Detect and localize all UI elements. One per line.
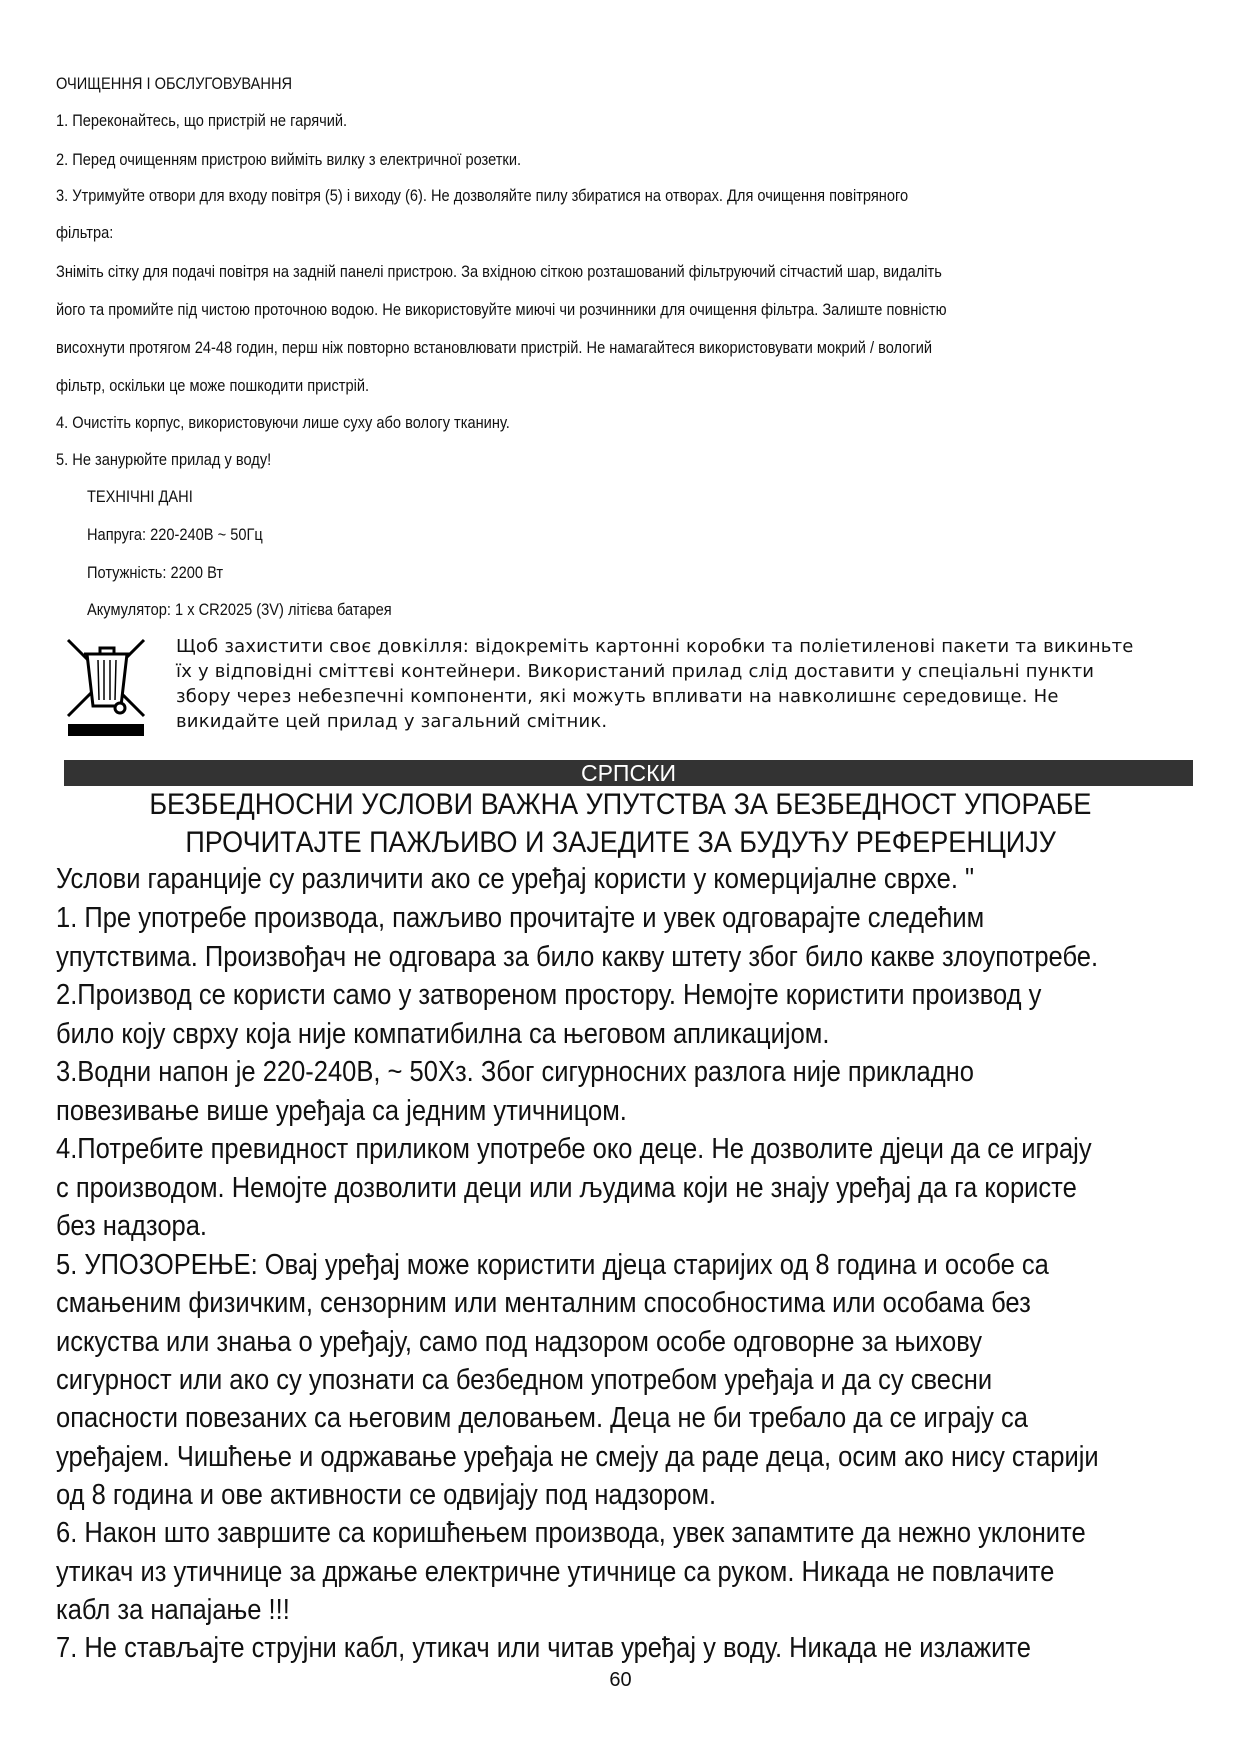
cleaning-line: фільтра: (56, 223, 114, 242)
safety-line: искуства или знања о уређају, само под надзором особе одговорне за њихову (56, 1326, 982, 1358)
safety-line: смањеним физичким, сензорним или менталним способностима или особама без (56, 1287, 1031, 1319)
safety-line: повезивање више уређаја са једним утичницом. (56, 1095, 627, 1127)
cleaning-title: ОЧИЩЕННЯ І ОБСЛУГОВУВАННЯ (56, 74, 293, 93)
safety-line: утикач из утичнице за држање електричне утичнице са руком. Никада не повлачите (56, 1556, 1055, 1588)
safety-line: 7. Не стављајте струјни кабл, утикач или читав уређај у воду. Никада не излажите (56, 1632, 1031, 1664)
cleaning-line: його та промийте під чистою проточною водою. Не використовуйте миючі чи розчинники для очищення фільтра. Залиште повністю (56, 300, 947, 319)
safety-line: од 8 година и ове активности се одвијају под надзором. (56, 1479, 717, 1511)
cleaning-line: висохнути протягом 24-48 годин, перш ніж повторно встановлювати пристрій. Не намагайтеся використовувати мокрий / вологий (56, 338, 933, 357)
cleaning-line: фільтр, оскільки це може пошкодити пристрій. (56, 376, 370, 395)
safety-line: било коју сврху која није компатибилна са његовом апликацијом. (56, 1018, 830, 1050)
weee-line: збору через небезпечні компоненти, які можуть впливати на навколишнє середовище. Не (176, 686, 1059, 707)
weee-line: викидайте цей прилад у загальний смітник. (176, 711, 608, 732)
safety-line: уређајем. Чишћење и одржавање уређаја не смеју да раде деца, осим ако нису старији (56, 1441, 1099, 1473)
safety-line: 6. Након што завршите са коришћењем производа, увек запамтите да нежно уклоните (56, 1517, 1086, 1549)
tech-voltage: Напруга: 220-240В ~ 50Гц (87, 525, 263, 544)
safety-heading: БЕЗБЕДНОСНИ УСЛОВИ ВАЖНА УПУТСТВА ЗА БЕЗБЕДНОСТ УПОРАБЕ (149, 788, 1092, 821)
safety-line: 1. Пре употребе производа, пажљиво прочитајте и увек одговарајте следећим (56, 902, 985, 934)
page-number: 60 (609, 1669, 632, 1691)
cleaning-line: 2. Перед очищенням пристрою вийміть вилку з електричної розетки. (56, 150, 522, 169)
cleaning-line: 4. Очистіть корпус, використовуючи лише суху або вологу тканину. (56, 413, 510, 432)
safety-line: кабл за напајање !!! (56, 1594, 290, 1626)
safety-line: Услови гаранције су различити ако се уређај користи у комерцијалне сврхе. " (56, 863, 975, 895)
safety-line: с производом. Немојте дозволити деци или људима који не знају уређај да га користе (56, 1172, 1077, 1204)
cleaning-line: 1. Переконайтесь, що пристрій не гарячий. (56, 111, 348, 130)
safety-line: без надзора. (56, 1210, 208, 1242)
language-band: СРПСКИ (64, 760, 1193, 786)
tech-power: Потужність: 2200 Вт (87, 563, 224, 582)
cleaning-line: Зніміть сітку для подачі повітря на задній панелі пристрою. За вхідною сіткою розташований фільтруючий сітчастий шар, видаліть (56, 262, 942, 281)
safety-line: упутствима. Произвођач не одговара за било какву штету због било какве злоупотребе. (56, 941, 1099, 973)
crossed-bin-icon (64, 636, 150, 738)
safety-subheading: ПРОЧИТАЈТЕ ПАЖЉИВО И ЗАЈЕДИТЕ ЗА БУДУЋУ РЕФЕРЕНЦИЈУ (185, 826, 1056, 859)
weee-line: Щоб захистити своє довкілля: відокреміть картонні коробки та поліетиленові пакети та викиньте (176, 636, 1134, 657)
safety-line: 5. УПОЗОРЕЊЕ: Овај уређај може користити дјеца старијих од 8 година и особе са (56, 1249, 1049, 1281)
cleaning-line: 5. Не занурюйте прилад у воду! (56, 450, 272, 469)
weee-notice (176, 634, 1176, 734)
tech-title: ТЕХНІЧНІ ДАНІ (87, 487, 193, 506)
safety-line: 3.Водни напон је 220-240В, ~ 50Хз. Због сигурносних разлога није прикладно (56, 1056, 974, 1088)
safety-line: сигурност или ако су упознати са безбедном употребом уређаја и да су свесни (56, 1364, 993, 1396)
safety-line: опасности повезаних са његовим деловањем. Деца не би требало да се играју са (56, 1402, 1028, 1434)
weee-line: їх у відповідні сміттєві контейнери. Використаний прилад слід доставити у спеціальні пункти (176, 661, 1095, 682)
safety-line: 2.Производ се користи само у затвореном простору. Немојте користити производ у (56, 979, 1042, 1011)
cleaning-line: 3. Утримуйте отвори для входу повітря (5) і виходу (6). Не дозволяйте пилу збиратися на отворах. Для очищення повітряного (56, 186, 909, 205)
tech-battery: Акумулятор: 1 x CR2025 (3V) літієва батарея (87, 600, 392, 619)
safety-line: 4.Потребите превидност приликом употребе око деце. Не дозволите дјеци да се играју (56, 1133, 1092, 1165)
